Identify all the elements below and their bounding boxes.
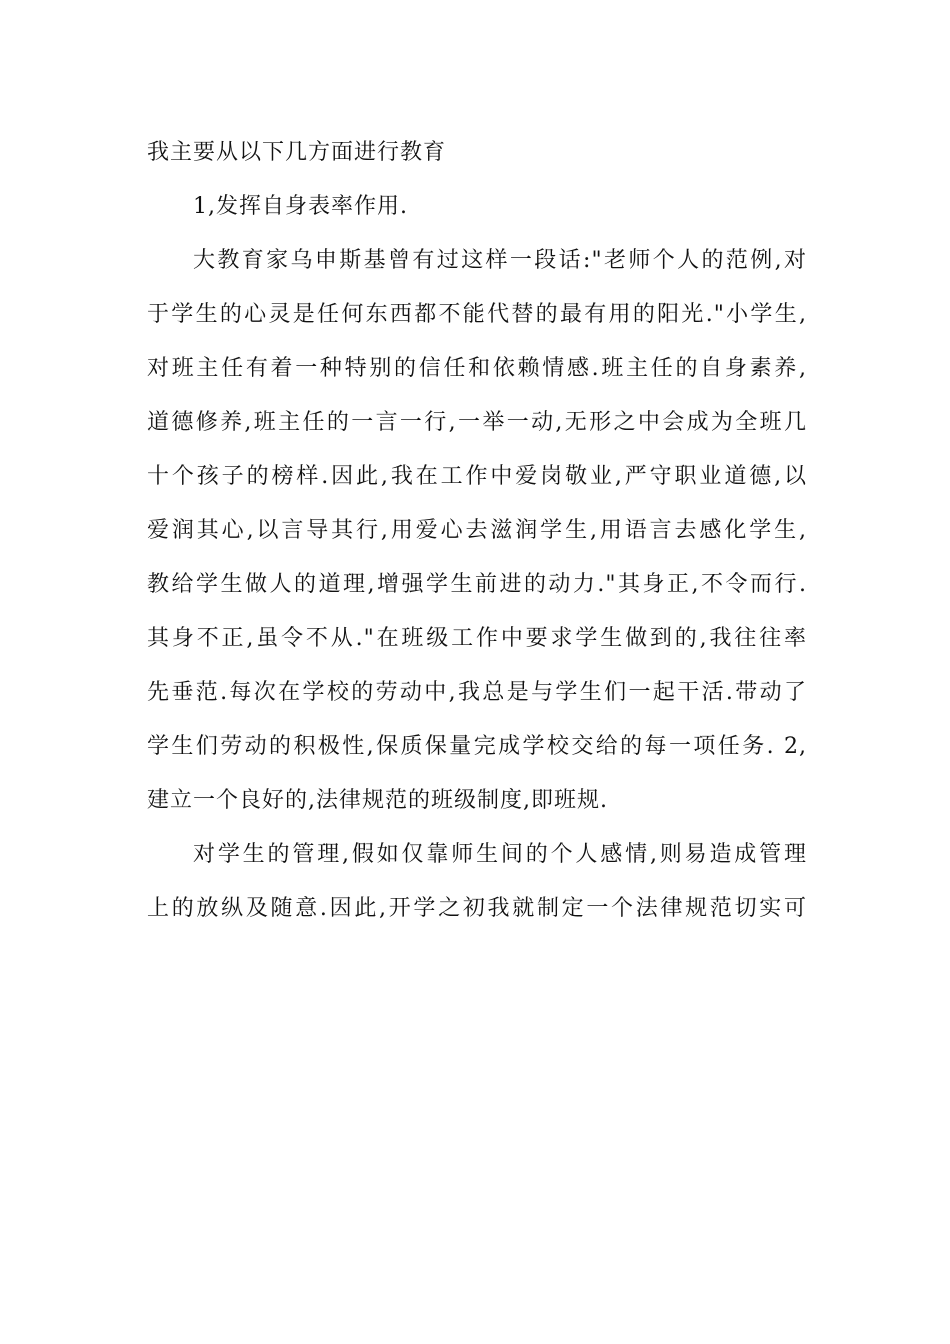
text-line: 建立一个良好的,法律规范的班级制度,即班规. — [147, 788, 608, 813]
text-line-section-1: 1,发挥自身表率作用. — [193, 194, 408, 219]
text-line: 爱润其心,以言导其行,用爱心去滋润学生,用语言去感化学生, — [147, 518, 807, 543]
text-line: 道德修养,班主任的一言一行,一举一动,无形之中会成为全班几 — [147, 410, 807, 435]
text-line: 教给学生做人的道理,增强学生前进的动力."其身正,不令而行. — [147, 572, 807, 597]
text-line: 十个孩子的榜样.因此,我在工作中爱岗敬业,严守职业道德,以 — [147, 464, 807, 489]
text-line: 其身不正,虽令不从."在班级工作中要求学生做到的,我往往率 — [147, 626, 807, 651]
text-line: 对班主任有着一种特别的信任和依赖情感.班主任的自身素养, — [147, 356, 807, 381]
text-line: 上的放纵及随意.因此,开学之初我就制定一个法律规范切实可 — [147, 896, 807, 921]
document-body — [147, 126, 807, 936]
text-line-heading: 我主要从以下几方面进行教育 — [147, 140, 447, 165]
text-line: 学生们劳动的积极性,保质保量完成学校交给的每一项任务. 2, — [147, 734, 807, 759]
text-line: 于学生的心灵是任何东西都不能代替的最有用的阳光."小学生, — [147, 302, 807, 327]
text-line: 对学生的管理,假如仅靠师生间的个人感情,则易造成管理 — [193, 842, 807, 867]
text-line: 大教育家乌申斯基曾有过这样一段话:"老师个人的范例,对 — [193, 248, 807, 273]
text-line: 先垂范.每次在学校的劳动中,我总是与学生们一起干活.带动了 — [147, 680, 807, 705]
